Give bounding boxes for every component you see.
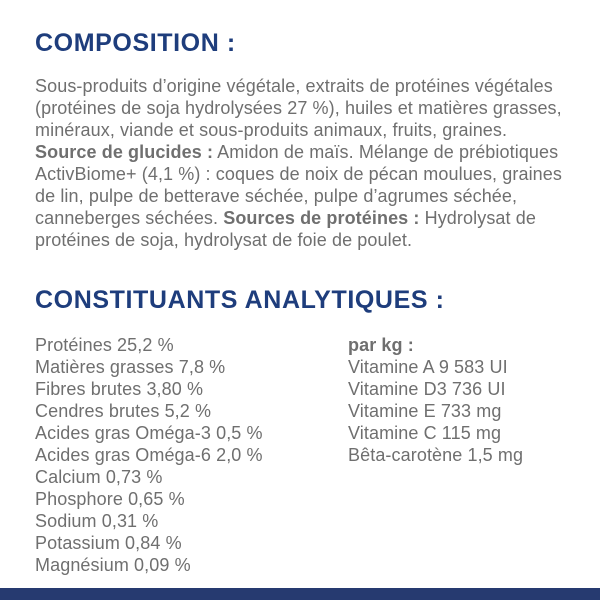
vitamin-item: Bêta-carotène 1,5 mg [348,445,524,465]
analyte-item: Sodium 0,31 % [35,511,159,531]
analyte-item: Fibres brutes 3,80 % [35,379,204,399]
vitamin-item: Vitamine E 733 mg [348,401,502,421]
analyte-item: Protéines 25,2 % [35,335,174,355]
analyte-item: Phosphore 0,65 % [35,489,185,509]
composition-bold-term: Sources de protéines : [223,207,420,228]
composition-heading: COMPOSITION : [35,29,236,57]
composition-text-segment: Sous-produits d’origine végétale, extraits de protéines végétales (protéines de soja hydrolysées 27 %), huiles et matières grasses, minéraux, viande et sous-produits animaux, fruits, graines. [35,75,562,140]
analyte-item: Acides gras Oméga-3 0,5 % [35,423,263,443]
composition-bold-term: Source de glucides : [35,141,214,162]
analyte-item: Magnésium 0,09 % [35,555,191,575]
bottom-brand-bar [0,588,600,600]
analytes-list [35,334,348,576]
analyte-item: Potassium 0,84 % [35,533,182,553]
analytes-column [35,334,348,576]
analyte-item: Cendres brutes 5,2 % [35,401,212,421]
composition-text-segment: Hydrolysat de protéines de soja, hydrolysat de foie de poulet. [35,207,536,250]
vitamin-item: Vitamine D3 736 UI [348,379,506,399]
analytical-constituents-heading: CONSTITUANTS ANALYTIQUES : [35,285,445,314]
per-kg-label: par kg : [348,335,414,355]
analyte-item: Acides gras Oméga-6 2,0 % [35,445,263,465]
composition-text-segment: Amidon de maïs. Mélange de prébiotiques ActivBiome+ (4,1 %) : coques de noix de pécan moulues, graines de lin, pulpe de betterave séchée, pulpe d’agrumes séchée, canneberges séchées. [35,141,562,228]
analytical-constituents-section [35,287,572,577]
analytical-columns [35,334,572,576]
vitamins-list [348,356,572,466]
composition-section [35,30,572,251]
analyte-item: Matières grasses 7,8 % [35,357,226,377]
vitamin-item: Vitamine A 9 583 UI [348,357,508,377]
analyte-item: Calcium 0,73 % [35,467,163,487]
per-kg-column [348,334,572,576]
vitamin-item: Vitamine C 115 mg [348,423,502,443]
composition-paragraph [35,75,572,251]
